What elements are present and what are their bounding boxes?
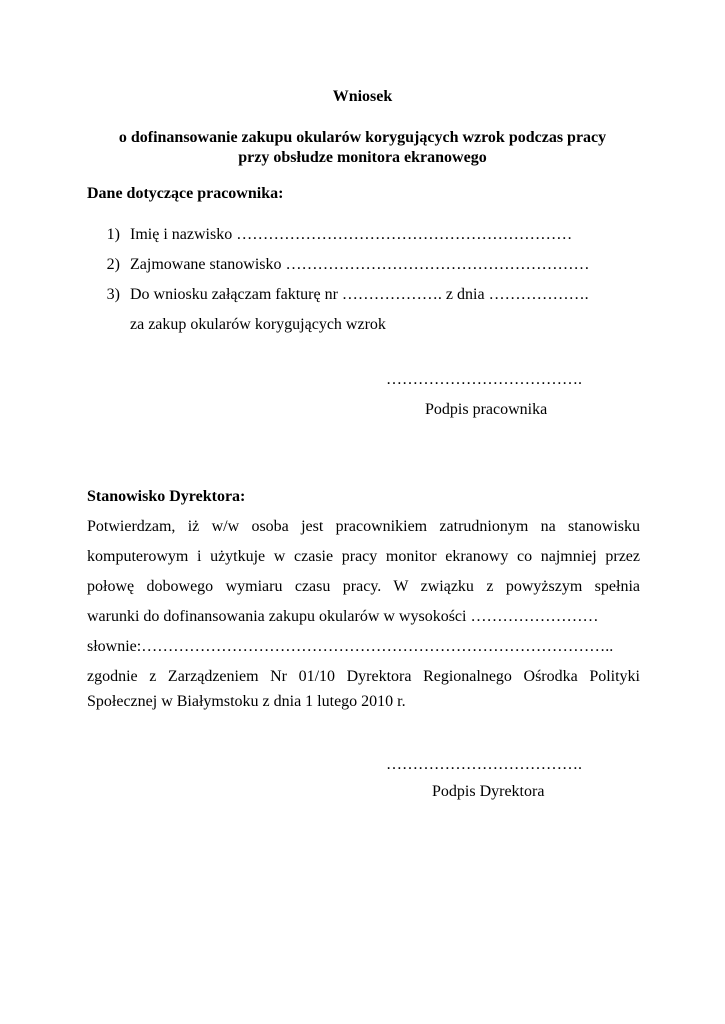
list-item-number: 1) [106, 226, 120, 243]
list-item-number: 3) [106, 286, 120, 303]
statement-line: Społecznej w Białymstoku z dnia 1 lutego 2010 r. [87, 693, 406, 710]
director-signature-line: ………………………………. [386, 756, 582, 773]
invoice-field-continuation: za zakup okularów korygujących wzrok [130, 316, 386, 333]
name-field-line: Imię i nazwisko ……………………………………………………… [130, 226, 573, 243]
statement-line: połowę dobowego wymiaru czasu pracy. W związku z powyższym spełnia [87, 578, 640, 595]
invoice-field-line: Do wniosku załączam fakturę nr ………………. z dnia ………………. [130, 286, 589, 303]
document-subtitle-line-1: o dofinansowanie zakupu okularów korygujących wzrok podczas pracy [118, 129, 607, 146]
statement-line: Potwierdzam, iż w/w osoba jest pracownikiem zatrudnionym na stanowisku [87, 518, 640, 535]
document-title: Wniosek [332, 88, 393, 105]
amount-field-line: warunki do dofinansowania zakupu okularów w wysokości …………………… [87, 608, 599, 625]
employee-signature-line: ………………………………. [386, 371, 582, 388]
amount-in-words-line: słownie:…………………………………………………………………………….. [87, 638, 614, 655]
employee-section-heading: Dane dotyczące pracownika: [87, 185, 284, 202]
employee-signature-label: Podpis pracownika [425, 401, 548, 418]
position-field-line: Zajmowane stanowisko ………………………………………………… [130, 256, 590, 273]
document-subtitle-line-2: przy obsłudze monitora ekranowego [238, 149, 487, 166]
statement-line: zgodnie z Zarządzeniem Nr 01/10 Dyrektora Regionalnego Ośrodka Polityki [87, 668, 640, 685]
list-item-number: 2) [106, 256, 120, 273]
director-signature-label: Podpis Dyrektora [432, 783, 545, 800]
director-section-heading: Stanowisko Dyrektora: [87, 488, 246, 505]
statement-line: komputerowym i użytkuje w czasie pracy monitor ekranowy co najmniej przez [87, 548, 640, 565]
